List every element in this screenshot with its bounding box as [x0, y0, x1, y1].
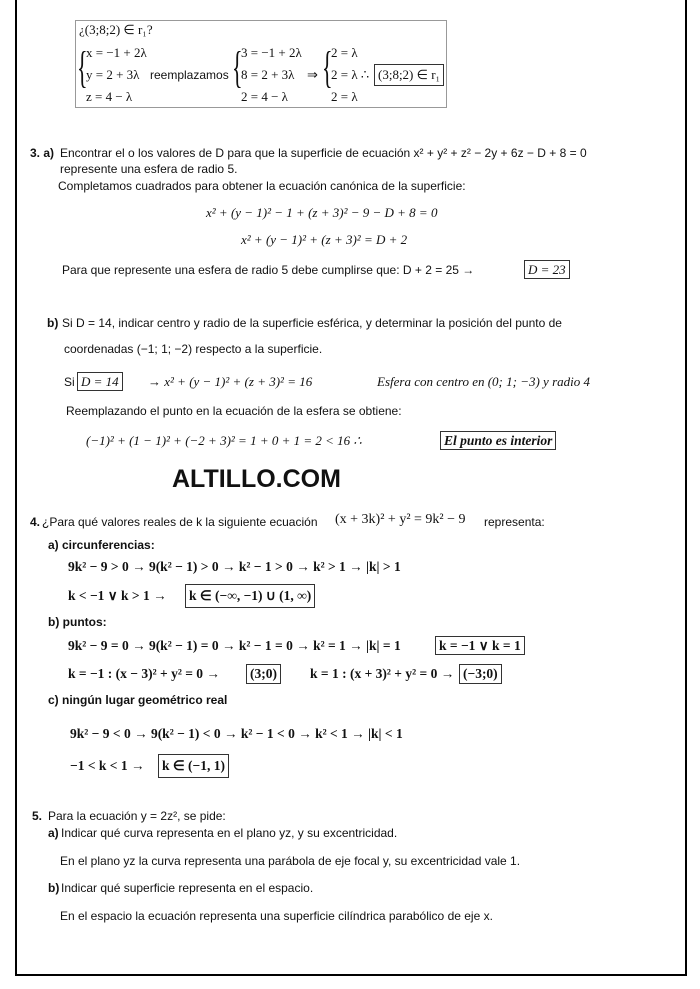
part-c-label: c) ningún lugar geométrico real — [48, 693, 228, 707]
problem-5-text: Para la ecuación y = 2z², se pide: — [48, 809, 226, 823]
part-a-label: a) — [48, 826, 59, 840]
answer-3b: El punto es interior — [440, 431, 556, 450]
equation: x² + (y − 1)² − 1 + (z + 3)² − 9 − D + 8 = 0 — [206, 205, 438, 220]
equation: 9k² − 9 > 0 → 9(k² − 1) > 0 → k² − 1 > 0 → k² > 1 → |k| > 1 — [68, 559, 401, 574]
system-1-line: z = 4 − λ — [86, 89, 133, 104]
point-evaluation: (−1)² + (1 − 1)² + (−2 + 3)² = 1 + 0 + 1 = 2 < 16 ∴ — [86, 433, 362, 448]
explanation: Completamos cuadrados para obtener la ecuación canónica de la superficie: — [58, 179, 466, 193]
problem-5-number: 5. — [32, 809, 43, 823]
sphere-equation: → x² + (y − 1)² + (z + 3)² = 16 — [148, 374, 313, 389]
problem-3b-text: coordenadas (−1; 1; −2) respecto a la superficie. — [64, 342, 323, 356]
brace: { — [232, 43, 243, 92]
system-3-line: 2 = λ — [331, 89, 358, 104]
part-a-label: a) circunferencias: — [48, 538, 155, 552]
system-3-line: 2 = λ ∴ — [331, 67, 370, 82]
system-1-line: y = 2 + 3λ — [86, 67, 140, 82]
problem-4-equation: (x + 3k)² + y² = 9k² − 9 — [335, 512, 466, 527]
answer-4c: k ∈ (−1, 1) — [158, 754, 229, 778]
brace: { — [322, 43, 333, 92]
box-question: ¿(3;8;2) ∈ r₁? — [79, 22, 153, 37]
problem-4-text: representa: — [484, 515, 545, 529]
equation: −1 < k < 1 → — [70, 758, 145, 773]
sphere-description: Esfera con centro en (0; 1; −3) y radio 4 — [377, 374, 590, 389]
watermark-logo: ALTILLO.COM — [172, 465, 341, 493]
part-b-label: b) — [48, 881, 60, 895]
equation: 9k² − 9 = 0 → 9(k² − 1) = 0 → k² − 1 = 0 → k² = 1 → |k| = 1 — [68, 638, 401, 653]
explanation: Reemplazando el punto en la ecuación de la esfera se obtiene: — [66, 404, 402, 418]
point-answer: (3;0) — [246, 664, 281, 684]
answer-4a: k ∈ (−∞, −1) ∪ (1, ∞) — [185, 584, 315, 608]
problem-3b-text: Si D = 14, indicar centro y radio de la superficie esférica, y determinar la posición del punto de — [62, 316, 562, 330]
answer-4b: k = −1 ∨ k = 1 — [435, 636, 525, 655]
part-b-text: Indicar qué superficie representa en el espacio. — [61, 881, 314, 895]
equation: x² + (y − 1)² + (z + 3)² = D + 2 — [241, 232, 408, 247]
replace-label: reemplazamos — [150, 68, 229, 82]
equation: k = 1 : (x + 3)² + y² = 0 → — [310, 666, 455, 681]
system-2-line: 8 = 2 + 3λ — [241, 67, 295, 82]
part-a-answer: En el plano yz la curva representa una parábola de eje focal y, su excentricidad vale 1. — [60, 854, 521, 868]
system-3-line: 2 = λ — [331, 45, 358, 60]
part-b-label: b) puntos: — [48, 615, 107, 629]
implies: ⇒ — [307, 67, 318, 82]
part-a-text: Indicar qué curva representa en el plano yz, y su excentricidad. — [61, 826, 398, 840]
d-value-box: D = 14 — [77, 372, 123, 391]
brace: { — [77, 43, 88, 92]
box1-result: (3;8;2) ∈ r₁ — [374, 64, 444, 86]
problem-3a-text: Encontrar el o los valores de D para que la superficie de ecuación x² + y² + z² − 2y + 6z − D + 8 = 0 — [60, 146, 587, 160]
point-answer: (−3;0) — [459, 664, 502, 684]
answer-3a: D = 23 — [524, 260, 570, 279]
system-2-line: 3 = −1 + 2λ — [241, 45, 302, 60]
si-label: Si — [64, 375, 75, 389]
part-b-answer: En el espacio la ecuación representa una superficie cilíndrica parabólico de eje x. — [60, 909, 493, 923]
problem-3b-number: b) — [47, 316, 59, 330]
system-1-line: x = −1 + 2λ — [86, 45, 147, 60]
problem-4-number: 4. — [30, 515, 41, 529]
equation: k < −1 ∨ k > 1 → — [68, 588, 167, 603]
condition: Para que represente una esfera de radio 5 debe cumplirse que: D + 2 = 25 → — [62, 263, 475, 277]
problem-4-text: ¿Para qué valores reales de k la siguiente ecuación — [42, 515, 318, 529]
problem-3a-text: represente una esfera de radio 5. — [60, 162, 238, 176]
equation: k = −1 : (x − 3)² + y² = 0 → — [68, 666, 220, 681]
equation: 9k² − 9 < 0 → 9(k² − 1) < 0 → k² − 1 < 0 → k² < 1 → |k| < 1 — [70, 726, 403, 741]
system-2-line: 2 = 4 − λ — [241, 89, 288, 104]
problem-3a-number: 3. a) — [30, 146, 55, 160]
